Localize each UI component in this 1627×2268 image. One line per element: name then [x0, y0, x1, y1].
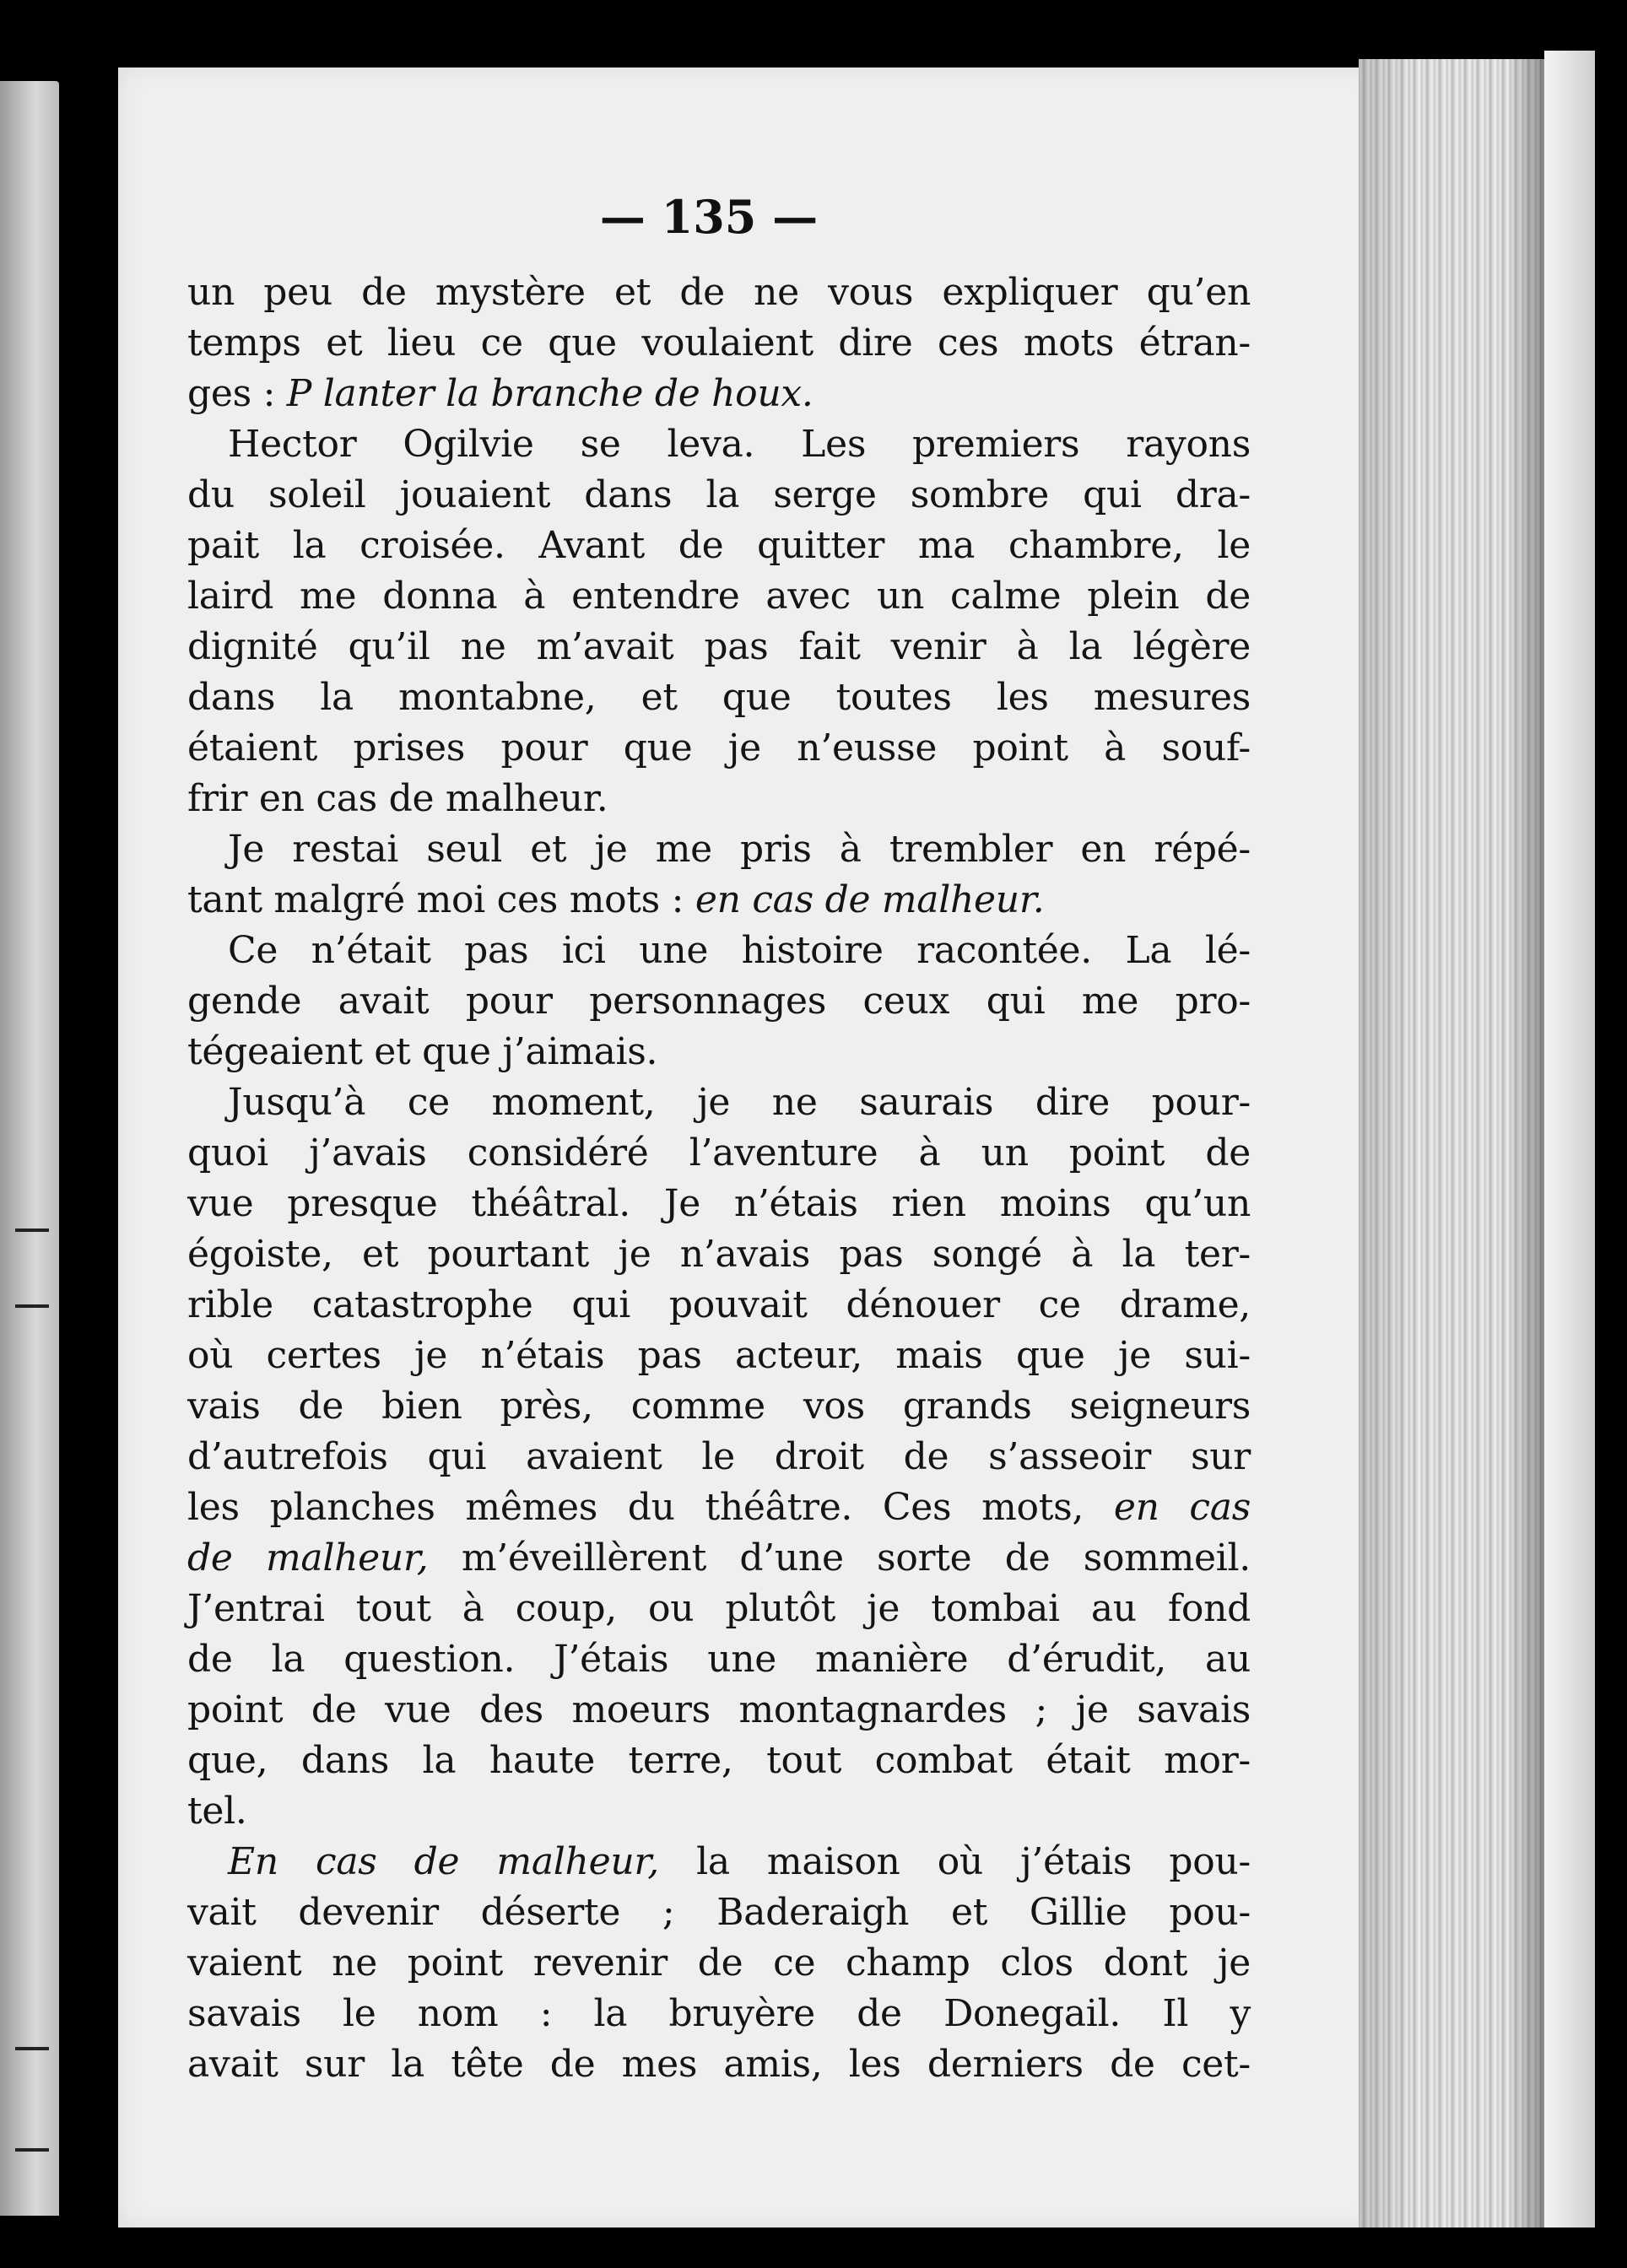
text-line: [187, 1533, 1251, 1584]
page-edge-mark: [15, 1228, 49, 1232]
italic-segment: En cas de malheur,: [228, 1840, 659, 1883]
text-line: [187, 1685, 1251, 1736]
text-segment: savais le nom : la bruyère de Donegail. Il y: [187, 1992, 1251, 2035]
text-segment: Je restai seul et je me pris à trembler en répé-: [228, 828, 1251, 871]
text-line: [187, 1128, 1251, 1179]
text-line: [187, 419, 1251, 470]
text-segment: vait devenir déserte ; Baderaigh et Gillie pou-: [187, 1891, 1251, 1934]
text-line: [187, 1482, 1251, 1533]
text-segment: de la question. J’étais une manière d’érudit, au: [187, 1638, 1251, 1681]
text-line: [187, 1786, 1251, 1837]
text-line: [187, 1634, 1251, 1685]
text-line: [187, 1432, 1251, 1482]
text-segment: que, dans la haute terre, tout combat était mor-: [187, 1739, 1251, 1782]
text-segment: pait la croisée. Avant de quitter ma chambre, le: [187, 524, 1251, 567]
page-edge-mark: [15, 2047, 49, 2050]
italic-segment: P lanter la branche de houx.: [286, 372, 814, 415]
text-segment: tel.: [187, 1790, 247, 1833]
text-segment: point de vue des moeurs montagnardes ; je savais: [187, 1688, 1251, 1731]
page-number: — 135 —: [599, 190, 819, 244]
text-segment: Ce n’était pas ici une histoire racontée. La lé-: [228, 929, 1251, 972]
text-line: [187, 1077, 1251, 1128]
page-edge-mark: [15, 1304, 49, 1308]
text-line: [187, 1027, 1251, 1077]
italic-segment: de malheur,: [187, 1536, 429, 1580]
text-line: [187, 1736, 1251, 1786]
text-segment: la maison où j’étais pou-: [658, 1840, 1251, 1883]
text-line: [187, 318, 1251, 369]
text-line: [187, 1331, 1251, 1381]
text-line: [187, 1179, 1251, 1229]
text-segment: vais de bien près, comme vos grands seigneurs: [187, 1385, 1251, 1428]
book-cover-edge: [1544, 51, 1595, 2228]
text-line: [187, 1381, 1251, 1432]
text-line: [187, 976, 1251, 1027]
text-segment: du soleil jouaient dans la serge sombre qui dra-: [187, 473, 1251, 516]
text-segment: étaient prises pour que je n’eusse point à souf-: [187, 726, 1251, 770]
text-segment: dignité qu’il ne m’avait pas fait venir à la légère: [187, 625, 1251, 668]
facing-page-edge: [0, 81, 59, 2216]
text-segment: vue presque théâtral. Je n’étais rien moins qu’un: [187, 1182, 1251, 1225]
page-stack-shadow: [1359, 59, 1544, 2228]
text-line: [187, 824, 1251, 875]
text-line: [187, 1229, 1251, 1280]
text-line: [187, 875, 1251, 926]
text-line: [187, 672, 1251, 723]
text-line: [187, 622, 1251, 672]
text-segment: quoi j’avais considéré l’aventure à un point de: [187, 1131, 1251, 1174]
text-segment: J’entrai tout à coup, ou plutôt je tombai au fond: [187, 1587, 1251, 1630]
text-segment: tant malgré moi ces mots :: [187, 878, 695, 921]
text-line: [187, 1584, 1251, 1634]
page-edge-mark: [15, 2148, 49, 2152]
text-segment: tégeaient et que j’aimais.: [187, 1030, 658, 1073]
text-line: [187, 521, 1251, 571]
text-segment: égoiste, et pourtant je n’avais pas songé à la ter-: [187, 1233, 1251, 1276]
text-line: [187, 571, 1251, 622]
text-line: [187, 470, 1251, 521]
text-segment: frir en cas de malheur.: [187, 777, 608, 820]
text-segment: gende avait pour personnages ceux qui me pro-: [187, 980, 1251, 1023]
text-line: [187, 1280, 1251, 1331]
text-segment: d’autrefois qui avaient le droit de s’asseoir sur: [187, 1435, 1251, 1478]
text-segment: Hector Ogilvie se leva. Les premiers rayons: [228, 423, 1251, 466]
text-line: [187, 1837, 1251, 1887]
text-segment: avait sur la tête de mes amis, les derniers de cet-: [187, 2043, 1251, 2086]
italic-segment: en cas: [1113, 1486, 1251, 1529]
text-line: [187, 1887, 1251, 1938]
text-segment: m’éveillèrent d’une sorte de sommeil.: [428, 1536, 1251, 1580]
body-text: [187, 267, 1251, 2090]
text-segment: vaient ne point revenir de ce champ clos dont je: [187, 1941, 1251, 1984]
text-segment: temps et lieu ce que voulaient dire ces mots étran-: [187, 321, 1251, 364]
text-line: [187, 2039, 1251, 2090]
text-line: [187, 723, 1251, 774]
text-segment: les planches mêmes du théâtre. Ces mots,: [187, 1486, 1114, 1529]
text-line: [187, 1938, 1251, 1989]
text-segment: où certes je n’étais pas acteur, mais que je sui-: [187, 1334, 1251, 1377]
text-line: [187, 1989, 1251, 2039]
text-segment: laird me donna à entendre avec un calme plein de: [187, 575, 1251, 618]
text-line: [187, 369, 1251, 419]
text-segment: rible catastrophe qui pouvait dénouer ce drame,: [187, 1283, 1251, 1326]
text-segment: ges :: [187, 372, 287, 415]
text-segment: un peu de mystère et de ne vous expliquer qu’en: [187, 271, 1251, 314]
italic-segment: en cas de malheur.: [695, 878, 1045, 921]
text-line: [187, 926, 1251, 976]
text-line: [187, 774, 1251, 824]
text-segment: Jusqu’à ce moment, je ne saurais dire pour-: [228, 1081, 1251, 1124]
text-line: [187, 267, 1251, 318]
text-segment: dans la montabne, et que toutes les mesures: [187, 676, 1251, 719]
